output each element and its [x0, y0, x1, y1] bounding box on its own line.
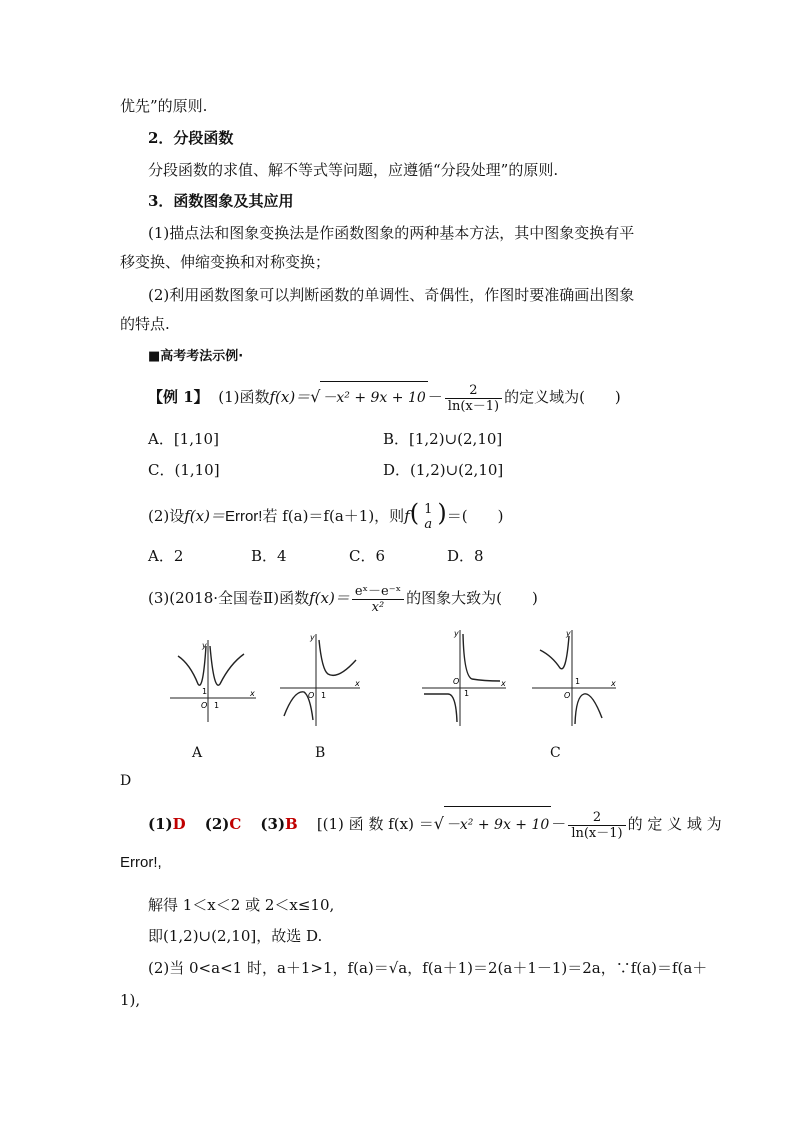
solution-fraction [568, 810, 625, 841]
solution-line: 1), [120, 991, 141, 1009]
graph-y-label: y [566, 629, 571, 638]
q2-fx: f(x)＝ [184, 507, 225, 525]
answer-3-label: (3) [260, 815, 286, 833]
graph-one-label: 1 [575, 677, 581, 686]
q2-option-b: B．4 [251, 547, 287, 565]
graph-one-label: 1 [214, 701, 220, 710]
graph-label-b: B [315, 745, 326, 761]
q3-fraction-den: x² [371, 599, 385, 615]
solution-fraction-num: 2 [568, 810, 625, 826]
solution-suffix: 的 定 义 域 为 [627, 815, 722, 833]
section-heading-examples: ■高考考法示例· [148, 349, 244, 364]
q3-fraction [352, 584, 404, 615]
answer-2-value: C [229, 815, 242, 833]
answer-1-value: D [172, 815, 186, 833]
q2-option-c: C．6 [349, 547, 386, 565]
text-line: 分段函数的求值、解不等式等问题，应遵循“分段处理”的原则. [148, 161, 559, 179]
graph-origin-label: O [308, 691, 315, 700]
example-1-question-1 [148, 381, 621, 414]
answer-1-label: (1) [148, 815, 173, 833]
graph-origin-label: O [453, 677, 460, 686]
q1-fraction [445, 383, 502, 414]
solution-minus: － [551, 815, 567, 833]
example-1-question-2 [148, 496, 504, 534]
solution-line: 即(1,2)∪(2,10]，故选 D. [148, 927, 323, 945]
left-paren-icon: ( [409, 499, 420, 527]
graph-one-label: 1 [464, 689, 470, 698]
graph-label-a: A [192, 745, 203, 761]
solution-radicand: －x² + 9x + 10 [444, 806, 551, 843]
graph-c [420, 626, 515, 730]
answer-line [148, 806, 722, 843]
graph-y-label: y [310, 633, 315, 642]
q1-suffix: 的定义域为( ) [504, 388, 621, 406]
solution-line: (2)当 0<a<1 时，a＋1>1，f(a)＝√a，f(a＋1)＝2(a＋1－1)＝2a，∵f(a)＝f(a＋ [148, 959, 708, 977]
q2-fraction-den: a [424, 517, 433, 532]
text-line: (1)描点法和图象变换法是作函数图象的两种基本方法，其中图象变换有平 [148, 224, 635, 242]
graph-x-label: x [501, 679, 506, 688]
graph-origin-label: O [201, 701, 208, 710]
q2-option-a: A．2 [148, 547, 184, 565]
q2-prefix: (2)设 [148, 507, 185, 525]
option-b: B．[1,2)∪(2,10] [383, 430, 503, 448]
text-line: 移变换、伸缩变换和对称变换； [120, 253, 331, 271]
q1-fraction-num: 2 [445, 383, 502, 399]
example-1-question-3 [148, 580, 538, 616]
graph-y-label: y [454, 629, 459, 638]
text-line: 的特点. [120, 315, 170, 333]
q2-f: f [404, 507, 410, 525]
q3-prefix: (3)(2018·全国卷Ⅱ)函数 [148, 589, 310, 607]
graph-label-c: C [550, 745, 561, 761]
q2-fraction [421, 502, 435, 532]
answer-2-label: (2) [204, 815, 230, 833]
graph-one-label: 1 [321, 691, 327, 700]
q2-fraction-num: 1 [424, 502, 433, 517]
graph-d [530, 626, 625, 730]
q1-radicand: －x² + 9x + 10 [320, 381, 427, 414]
q1-prefix: (1)函数 [218, 388, 270, 406]
sqrt-sign-icon: √ [310, 387, 321, 406]
q3-fx: f(x)＝ [309, 589, 350, 607]
graph-a [168, 634, 263, 724]
solution-fraction-den: ln(x－1) [571, 825, 623, 841]
graph-b [278, 630, 368, 730]
q1-fx: f(x)＝ [269, 388, 311, 406]
sqrt-sign-icon: √ [433, 814, 444, 833]
q2-suffix: ＝( ) [446, 507, 504, 525]
solution-prefix: [(1) 函 数 f(x) ＝ [316, 815, 434, 833]
graph-x-label: x [355, 679, 360, 688]
graph-one-label: 1 [202, 687, 208, 696]
section-heading-piecewise: 2．分段函数 [148, 129, 234, 147]
solution-error-text: Error!, [120, 854, 162, 871]
option-d: D．(1,2)∪(2,10] [383, 461, 504, 479]
text-line: (2)利用函数图象可以判断函数的单调性、奇偶性，作图时要准确画出图象 [148, 286, 635, 304]
graph-y-label: y [202, 641, 207, 650]
graph-origin-label: O [564, 691, 571, 700]
right-paren-icon: ) [437, 499, 447, 527]
graph-x-label: x [611, 679, 616, 688]
graph-label-d: D [120, 773, 132, 789]
q3-suffix: 的图象大致为( ) [406, 589, 538, 607]
answer-3-value: B [285, 815, 298, 833]
q1-fraction-den: ln(x－1) [447, 398, 500, 414]
q2-middle: 若 f(a)＝f(a＋1)，则 [262, 507, 405, 525]
graph-x-label: x [250, 689, 255, 698]
q2-error-text: Error! [224, 508, 263, 525]
option-a: A．[1,10] [148, 430, 219, 448]
q2-option-d: D．8 [447, 547, 484, 565]
solution-line: 解得 1＜x＜2 或 2＜x≤10, [148, 896, 335, 914]
q1-minus: － [427, 388, 443, 406]
q3-fraction-num: eˣ－e⁻ˣ [352, 584, 404, 600]
example-tag: 【例 1】 [148, 388, 209, 406]
option-c: C．(1,10] [148, 461, 220, 479]
section-heading-graphs: 3．函数图象及其应用 [148, 192, 294, 210]
text-line: 优先”的原则. [120, 97, 208, 115]
